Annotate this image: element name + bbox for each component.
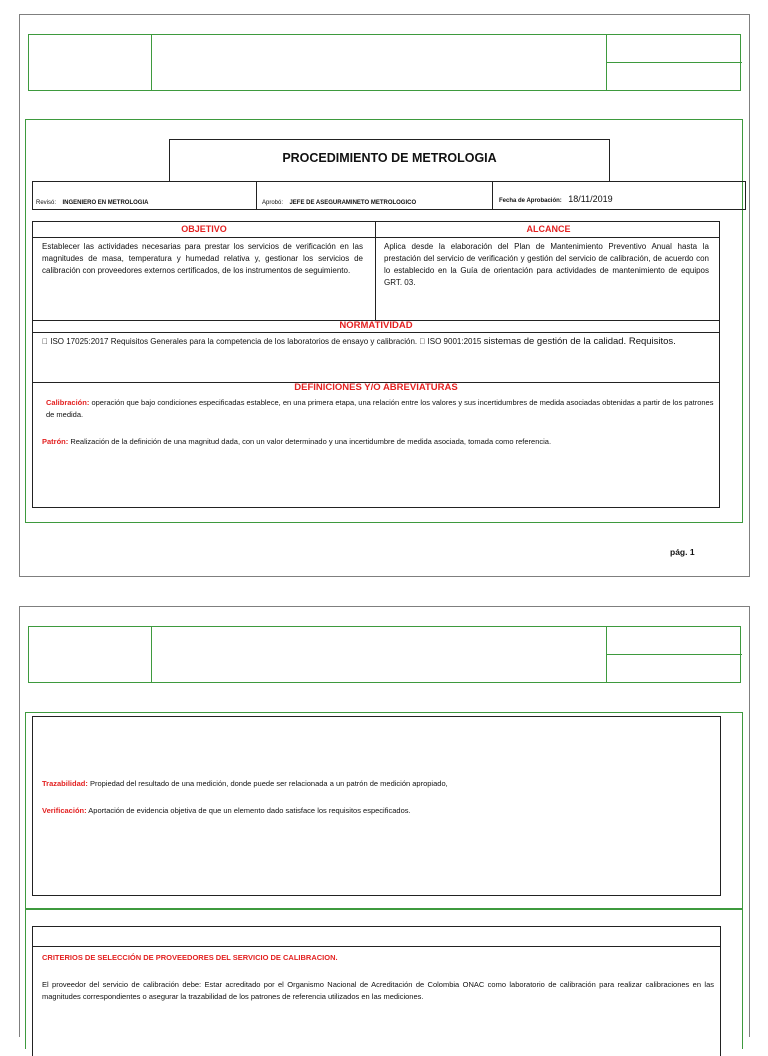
divider [492,182,493,209]
main-table [32,221,720,508]
alcance-text: Aplica desde la elaboración del Plan de Mantenimiento Preventivo Anual hasta la prestación del servicio de verificación y gestión del servicio de calibración, de acuerdo con lo establecido en la Guía de orientación para actividades de mantenimiento de equipos GRT. 03. [384,242,709,287]
header-code-cell [607,627,742,655]
document-page-1 [19,14,750,577]
content-frame [25,712,743,909]
content-frame [25,119,743,523]
header-code-cell [607,35,742,63]
definiciones-heading: DEFINICIONES Y/O ABREVIATURAS [294,382,458,393]
definition-verificacion: Verificación: Aportación de evidencia objetiva de que un elemento dado satisface los requisitos especificados. [42,806,411,815]
normatividad-text: ISO 17025:2017 Requisitos Generales para la competencia de los laboratorios de ensayo y calibración. ISO 9001:2015 sistemas de gestión de la calidad. Requisitos. [42,336,660,347]
alcance-heading: ALCANCE [526,224,571,234]
header-title-cell [152,35,607,90]
criterios-text: El proveedor del servicio de calibración debe: Estar acreditado por el Organismo Nacional de Acreditación de Colombia ONAC como laboratorio de calibración para realizar calibraciones en las magnitudes correspondientes o asegurar la trazabilidad de los patrones de referencia utilizados en las mediciones. [42,980,714,1001]
header-logo-cell [29,35,152,90]
header-table [28,626,741,683]
document-title: PROCEDIMIENTO DE METROLOGIA [282,151,497,165]
fecha-field: Fecha de Aprobación: 18/11/2019 [499,194,613,204]
header-logo-cell [29,627,152,682]
page-number: pág. 1 [670,547,695,557]
objetivo-heading: OBJETIVO [181,224,227,234]
divider [33,332,719,333]
title-box [169,139,610,182]
divider [256,182,257,209]
objetivo-text: Establecer las actividades necesarias para prestar los servicios de verificación en las magnitudes de masa, temperatura y humedad relativa y, gestionar los servicios de calibración con proveedores externos certificados, de los instrumentos de seguimiento. [42,242,363,275]
document-page-2 [19,606,750,1037]
content-frame [25,909,743,1049]
approval-row [32,181,746,210]
definition-calibracion: Calibración: operación que bajo condiciones especificadas establece, en una primera etapa, una relación entre los valores y sus incertidumbres de medida asociadas obtenidas a partir de los patrones de medida. [46,398,714,419]
header-title-cell [152,627,607,682]
definitions-box [32,716,721,896]
normatividad-heading: NORMATIVIDAD [339,320,413,331]
divider [33,946,720,947]
header-table [28,34,741,91]
divider [33,237,719,238]
criterios-heading: CRITERIOS DE SELECCIÓN DE PROVEEDORES DEL SERVICIO DE CALIBRACION. [42,953,338,962]
criterios-box [32,926,721,1056]
definition-patron: Patrón: Realización de la definición de una magnitud dada, con un valor determinado y una incertidumbre de medida asociada, tomada como referencia. [42,437,552,446]
reviso-field: Revisó: INGENIERO EN METROLOGIA [36,200,149,206]
definition-trazabilidad: Trazabilidad: Propiedad del resultado de una medición, donde puede ser relacionada a un patrón de medición apropiado, [42,779,448,788]
aprobo-field: Aprobó: JEFE DE ASEGURAMINETO METROLOGICO [262,200,417,206]
